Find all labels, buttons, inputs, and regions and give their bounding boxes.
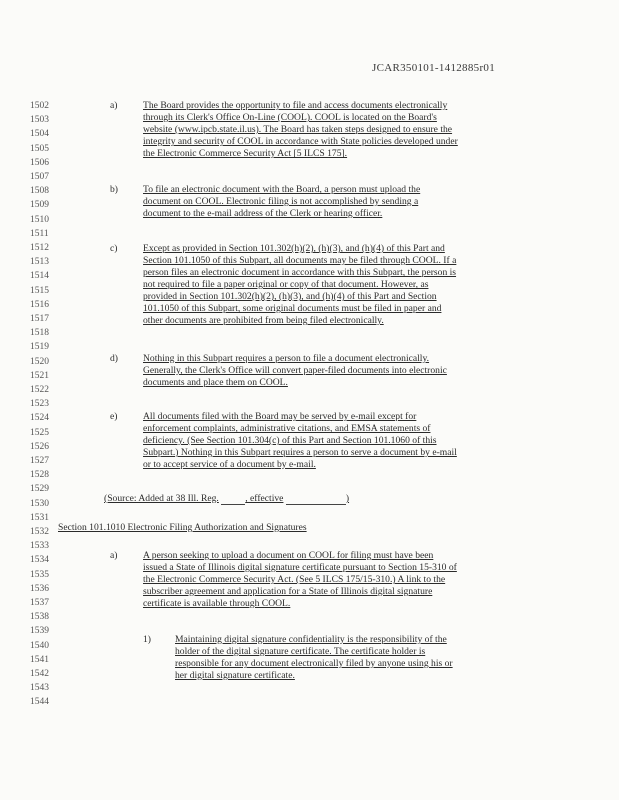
text-line: All documents filed with the Board may be served by e-mail except for xyxy=(143,411,417,422)
text-line: document to the e-mail address of the Clerk or hearing officer. xyxy=(143,208,383,219)
text-line: through its Clerk's Office On-Line (COOL). COOL is located on the Board's xyxy=(143,112,437,123)
volume-blank xyxy=(221,495,245,505)
line-number: 1525 xyxy=(30,427,49,438)
text-line: A person seeking to upload a document on COOL for filing must have been xyxy=(143,550,434,561)
section-para-label-1: 1) xyxy=(143,634,151,645)
line-number: 1533 xyxy=(30,541,49,552)
line-number: 1510 xyxy=(30,214,49,225)
para-label-c: c) xyxy=(110,243,118,254)
text-line: document on COOL. Electronic filing is not accomplished by sending a xyxy=(143,196,419,207)
text-line: provided in Section 101.302(h)(2), (h)(3), and (h)(4) of this Part and Section xyxy=(143,291,437,302)
line-number: 1526 xyxy=(30,441,49,452)
source-prefix: (Source: Added at 38 Ill. Reg. xyxy=(104,493,219,504)
text-line: other documents are prohibited from being filed electronically. xyxy=(143,315,384,326)
line-number: 1530 xyxy=(30,498,49,509)
line-number: 1532 xyxy=(30,527,49,537)
line-number: 1514 xyxy=(30,271,49,282)
text-line: Except as provided in Section 101.302(h)(2), (h)(3), and (h)(4) of this Part and xyxy=(143,243,445,254)
line-number: 1539 xyxy=(30,626,49,637)
text-line: issued a State of Illinois digital signature certificate pursuant to Section 15-310 of xyxy=(143,562,457,573)
section-heading-text: Section 101.1010 Electronic Filing Authorization and Signatures xyxy=(58,522,307,533)
text-line: enforcement complaints, administrative citations, and EMSA statements of xyxy=(143,423,431,434)
line-number: 1516 xyxy=(30,299,49,310)
line-number: 1523 xyxy=(30,399,49,410)
line-number: 1505 xyxy=(30,143,49,154)
line-number: 1534 xyxy=(30,555,49,566)
text-line: not required to file a paper original or copy of that document. However, as xyxy=(143,279,429,290)
line-number: 1513 xyxy=(30,257,49,268)
source-note xyxy=(104,493,349,505)
line-number: 1536 xyxy=(30,583,49,594)
line-number: 1515 xyxy=(30,285,49,296)
document-id: JCAR350101-1412885r01 xyxy=(372,62,496,74)
text-line: responsible for any document electronically filed by anyone using his or xyxy=(175,658,453,669)
line-number: 1502 xyxy=(30,101,49,111)
line-number: 1508 xyxy=(30,186,49,197)
text-line: the Electronic Commerce Security Act [5 ILCS 175]. xyxy=(143,148,348,159)
line-number: 1520 xyxy=(30,356,49,367)
line-number: 1512 xyxy=(30,243,49,253)
para-label-a: a) xyxy=(110,100,118,111)
text-line: To file an electronic document with the Board, a person must upload the xyxy=(143,184,421,195)
paragraph-a xyxy=(143,100,458,160)
line-number: 1544 xyxy=(30,697,49,708)
section-paragraph-1 xyxy=(175,634,453,682)
line-number: 1503 xyxy=(30,115,49,126)
text-line: Subpart.) Nothing in this Subpart requires a person to serve a document by e-mail xyxy=(143,447,457,458)
text-line: certificate is available through COOL. xyxy=(143,598,291,609)
source-suffix: ) xyxy=(345,493,350,504)
text-line: person files an electronic document in accordance with this Subpart, the person is xyxy=(143,267,457,278)
effective-date-blank xyxy=(286,495,346,505)
text-line: holder of the digital signature certificate. The certificate holder is xyxy=(175,646,426,657)
paragraph-b xyxy=(143,184,420,220)
section-heading xyxy=(58,522,307,534)
line-number: 1521 xyxy=(30,370,49,381)
text-line: Section 101.1050 of this Subpart, all documents may be filed through COOL. If a xyxy=(143,255,457,266)
text-line: website (www.ipcb.state.il.us). The Board has taken steps designed to ensure the xyxy=(143,124,453,135)
paragraph-c xyxy=(143,243,456,327)
line-number: 1540 xyxy=(30,640,49,651)
text-line: The Board provides the opportunity to file and access documents electronically xyxy=(143,100,448,111)
line-number: 1524 xyxy=(30,413,49,424)
line-number: 1517 xyxy=(30,314,49,324)
text-line: Maintaining digital signature confidentiality is the responsibility of the xyxy=(175,634,447,645)
line-number: 1535 xyxy=(30,569,49,580)
section-para-label-a: a) xyxy=(110,550,118,561)
text-line: documents and place them on COOL. xyxy=(143,377,288,388)
line-number: 1509 xyxy=(30,200,49,211)
line-number: 1529 xyxy=(30,484,49,495)
line-number: 1541 xyxy=(30,654,49,665)
line-number: 1504 xyxy=(30,129,49,140)
text-line: 101.1050 of this Subpart, some original documents must be filed in paper and xyxy=(143,303,442,314)
text-line: subscriber agreement and application for a State of Illinois digital signature xyxy=(143,586,433,597)
line-number: 1506 xyxy=(30,157,49,168)
line-number: 1537 xyxy=(30,598,49,608)
text-line: deficiency. (See Section 101.304(c) of this Part and Section 101.1060 of this xyxy=(143,435,437,446)
text-line: Generally, the Clerk's Office will convert paper-filed documents into electronic xyxy=(143,365,447,376)
paragraph-e xyxy=(143,411,457,471)
para-label-b: b) xyxy=(110,184,118,195)
line-number: 1542 xyxy=(30,669,49,679)
line-number: 1522 xyxy=(30,385,49,395)
text-line: the Electronic Commerce Security Act. (See 5 ILCS 175/15-310.) A link to the xyxy=(143,574,446,585)
section-paragraph-a xyxy=(143,550,457,610)
text-line: her digital signature certificate. xyxy=(175,670,295,681)
source-middle: , effective xyxy=(245,493,284,504)
line-number: 1543 xyxy=(30,683,49,694)
line-number: 1511 xyxy=(30,228,49,239)
para-label-d: d) xyxy=(110,353,118,364)
text-line: Nothing in this Subpart requires a person to file a document electronically. xyxy=(143,353,430,364)
line-number: 1528 xyxy=(30,470,49,481)
line-number: 1538 xyxy=(30,612,49,623)
para-label-e: e) xyxy=(110,411,118,422)
line-number: 1531 xyxy=(30,512,49,523)
line-number: 1507 xyxy=(30,172,49,182)
paragraph-d xyxy=(143,353,447,389)
line-number: 1518 xyxy=(30,328,49,339)
text-line: or to accept service of a document by e-mail. xyxy=(143,459,316,470)
line-number: 1527 xyxy=(30,456,49,466)
line-number: 1519 xyxy=(30,342,49,353)
text-line: integrity and security of COOL in accordance with State policies developed under xyxy=(143,136,458,147)
